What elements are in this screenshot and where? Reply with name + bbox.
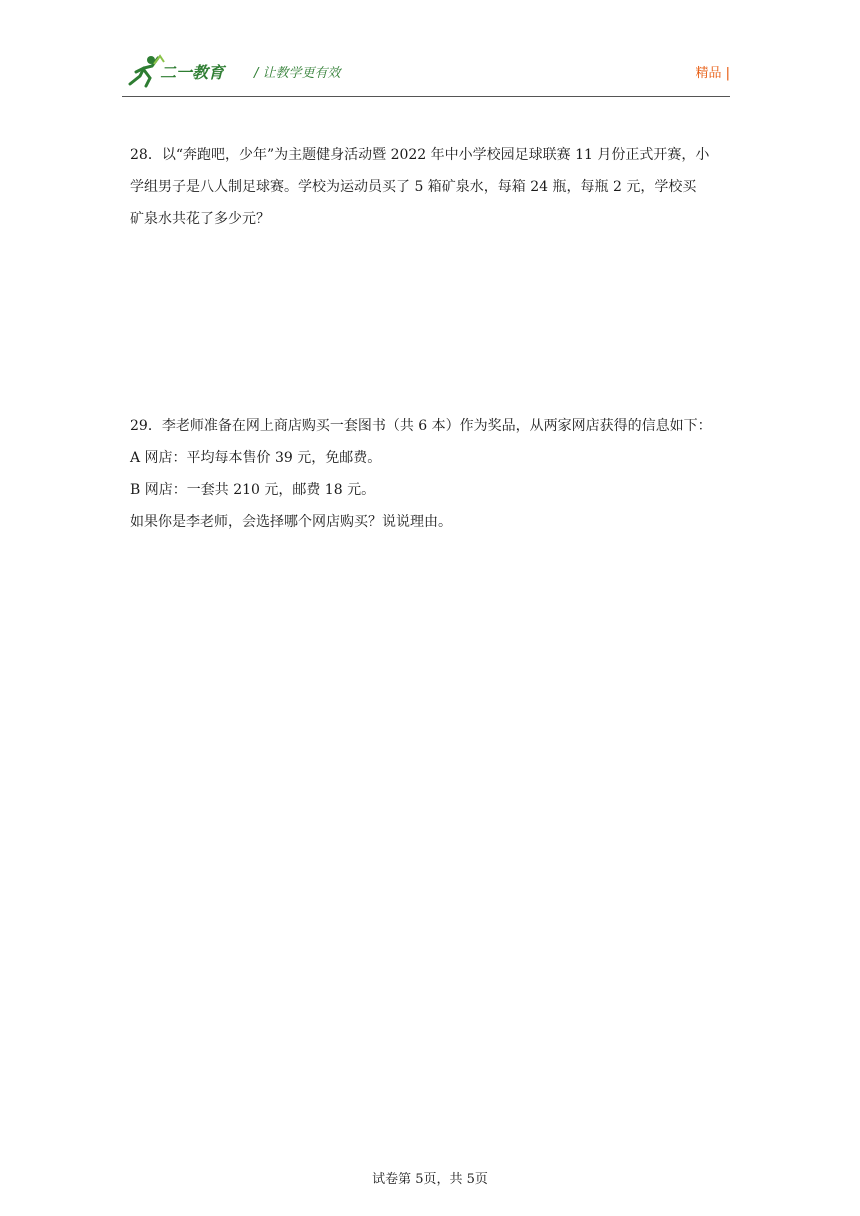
- question-line: 学组男子是八人制足球赛。学校为运动员买了 5 箱矿泉水，每箱 24 瓶，每瓶 2 元，学校买: [130, 179, 697, 195]
- question-line: A 网店：平均每本售价 39 元，免邮费。: [130, 450, 382, 466]
- question-28: [130, 139, 730, 235]
- question-line: 29．李老师准备在网上商店购买一套图书（共 6 本）作为奖品，从两家网店获得的信息如下：: [130, 418, 712, 434]
- header-divider: [122, 96, 730, 97]
- logo-text: 二一教育: [160, 63, 225, 82]
- page-header: [122, 52, 730, 96]
- question-29: [130, 410, 730, 538]
- header-slogan: / 让教学更有效: [254, 66, 341, 81]
- question-line: 矿泉水共花了多少元？: [130, 211, 270, 227]
- question-line: B 网店：一套共 210 元，邮费 18 元。: [130, 482, 376, 498]
- question-line: 28．以“奔跑吧，少年”为主题健身活动暨 2022 年中小学校园足球联赛 11 月份正式开赛，小: [130, 147, 710, 163]
- quality-label: 精品 |: [695, 66, 730, 81]
- question-line: 如果你是李老师，会选择哪个网店购买？说说理由。: [130, 514, 452, 530]
- page-footer: 试卷第 5页，共 5页: [372, 1172, 488, 1187]
